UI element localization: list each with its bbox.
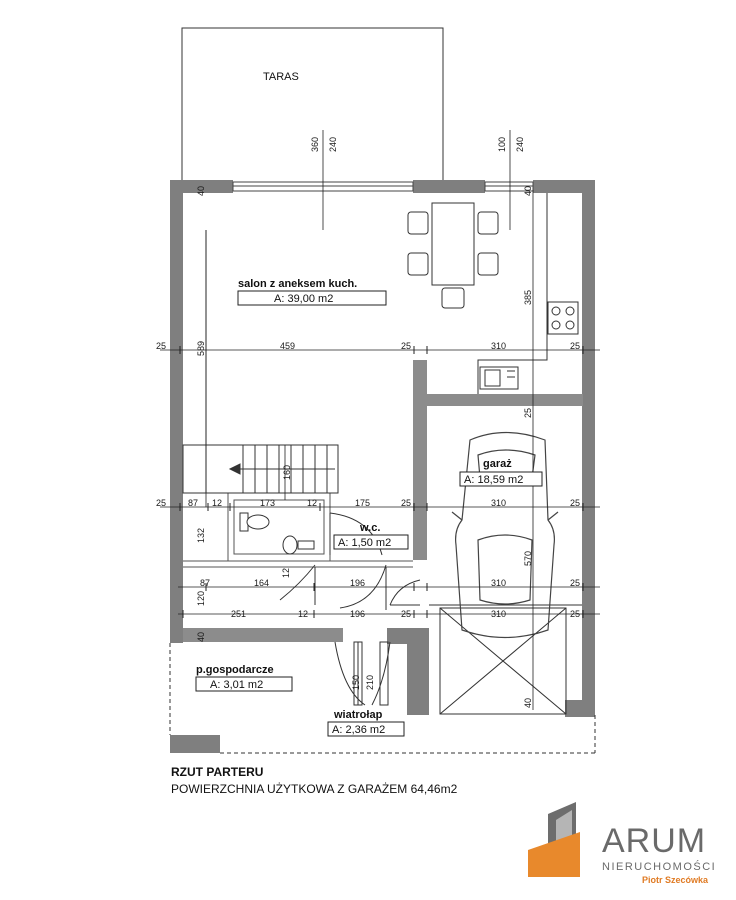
dim-459: 459 xyxy=(280,341,296,351)
dim-25-row2-mid: 25 xyxy=(401,498,412,508)
room-area-wc: A: 1,50 m2 xyxy=(338,537,392,549)
dining-table-icon xyxy=(408,203,498,308)
dim-385: 385 xyxy=(523,289,533,305)
dim-25-row1-left: 25 xyxy=(156,341,167,351)
dim-240-a: 240 xyxy=(328,136,338,152)
dim-25-row1-right: 25 xyxy=(570,341,581,351)
dim-196-row3: 196 xyxy=(350,578,366,588)
toilet-icon xyxy=(240,513,314,554)
logo-wordmark: ARUM xyxy=(602,822,707,860)
dim-25-row4-right: 25 xyxy=(570,609,581,619)
dim-40-bottom-left: 40 xyxy=(196,631,206,642)
dim-132: 132 xyxy=(196,527,206,543)
dim-589: 589 xyxy=(196,340,206,356)
logo-subtitle: NIERUCHOMOŚCI xyxy=(602,861,717,873)
dim-150: 150 xyxy=(351,674,361,690)
dim-40-top-left: 40 xyxy=(196,185,206,196)
room-area-vestibule: A: 2,36 m2 xyxy=(332,724,386,736)
dim-360: 360 xyxy=(310,136,320,152)
dim-240-b: 240 xyxy=(515,136,525,152)
dim-164: 164 xyxy=(254,578,270,588)
dim-25-row4-mid: 25 xyxy=(401,609,412,619)
dim-12-row4: 12 xyxy=(298,609,309,619)
room-label-living: salon z aneksem kuch. xyxy=(238,278,358,290)
dim-251: 251 xyxy=(231,609,247,619)
dim-25-row1-mid: 25 xyxy=(401,341,412,351)
dim-160: 160 xyxy=(282,464,292,480)
dim-87-row3: 87 xyxy=(200,578,211,588)
interior-walls xyxy=(183,360,583,642)
dim-100: 100 xyxy=(497,136,507,152)
dim-196-row4: 196 xyxy=(350,609,366,619)
garage-door xyxy=(429,605,582,714)
dim-120: 120 xyxy=(196,590,206,606)
plan-subtitle: POWIERZCHNIA UŻYTKOWA Z GARAŻEM 64,46m2 xyxy=(171,782,458,796)
dim-310-row1: 310 xyxy=(491,341,507,351)
dim-40-bottom-right: 40 xyxy=(523,697,533,708)
dimension-lines xyxy=(160,130,600,710)
dim-12-vert: 12 xyxy=(281,567,291,578)
room-label-vestibule: wiatrołap xyxy=(334,709,383,721)
dim-310-row4: 310 xyxy=(491,609,507,619)
dim-87-row2: 87 xyxy=(188,498,199,508)
window-terrace xyxy=(233,182,533,191)
room-label-wc: w.c. xyxy=(360,522,381,534)
logo-author: Piotr Szecówka xyxy=(642,875,709,885)
building-logo-icon xyxy=(528,802,598,882)
arum-logo xyxy=(528,800,728,890)
dim-310-row2: 310 xyxy=(491,498,507,508)
room-area-utility: A: 3,01 m2 xyxy=(210,679,264,691)
room-label-garage: garaż xyxy=(483,458,512,470)
plan-title: RZUT PARTERU xyxy=(171,765,264,779)
dim-40-top-right: 40 xyxy=(523,185,533,196)
plan-title-block xyxy=(171,765,457,796)
dim-175: 175 xyxy=(355,498,371,508)
dim-310-row3: 310 xyxy=(491,578,507,588)
room-label-terrace: TARAS xyxy=(263,71,299,83)
dim-25-row2-right: 25 xyxy=(570,498,581,508)
terrace-outline xyxy=(182,28,443,180)
room-area-garage: A: 18,59 m2 xyxy=(464,474,524,486)
dim-25-row3-right: 25 xyxy=(570,578,581,588)
dim-570: 570 xyxy=(523,550,533,566)
dim-210: 210 xyxy=(365,674,375,690)
dim-173: 173 xyxy=(260,498,276,508)
dim-25-vert: 25 xyxy=(523,407,533,418)
room-area-living: A: 39,00 m2 xyxy=(274,293,334,305)
dim-12-row2-a: 12 xyxy=(212,498,223,508)
dim-12-row2-b: 12 xyxy=(307,498,318,508)
dim-25-row2-left: 25 xyxy=(156,498,167,508)
room-label-utility: p.gospodarcze xyxy=(196,664,274,676)
